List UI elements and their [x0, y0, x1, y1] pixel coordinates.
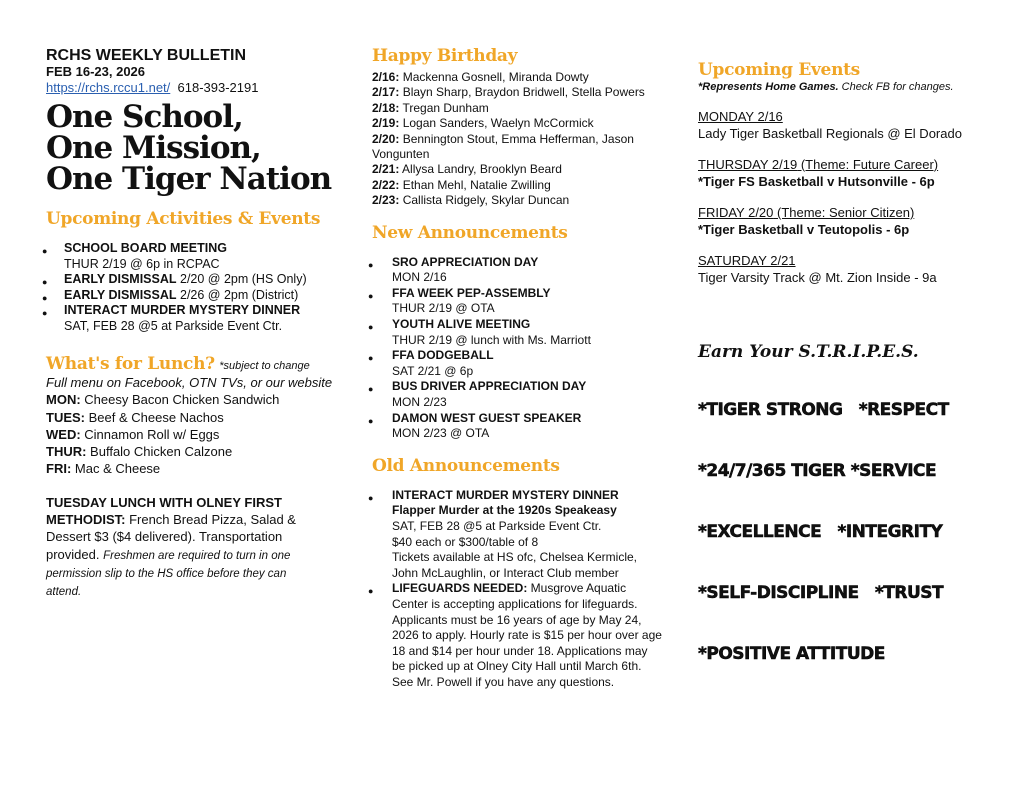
tuesday-lunch: TUESDAY LUNCH WITH OLNEY FIRST METHODIST: French Bread Pizza, Salad & Dessert $3 ($4 delivered). Transportation provided. Freshmen are required to turn in one permission slip to the HS office before they can attend.: [46, 494, 296, 598]
stripe-line: *POSITIVE ATTITUDE: [698, 644, 885, 664]
list-item: ● YOUTH ALIVE MEETING THUR 2/19 @ lunch with Ms. Marriott: [372, 317, 662, 348]
menu-day: TUES: Beef & Cheese Nachos: [46, 409, 224, 425]
menu-day: MON: Cheesy Bacon Chicken Sandwich: [46, 392, 280, 408]
birthday-item: 2/20: Bennington Stout, Emma Hefferman, Jason Vongunten: [372, 131, 634, 162]
new-announcements-list: [372, 255, 662, 442]
motto-line: One School,: [46, 99, 243, 135]
birthday-item: 2/22: Ethan Mehl, Natalie Zwilling: [372, 177, 551, 192]
menu-note: Full menu on Facebook, OTN TVs, or our website: [46, 375, 333, 390]
menu-day: FRI: Mac & Cheese: [46, 461, 161, 477]
item-title: INTERACT MURDER MYSTERY DINNER: [64, 303, 301, 317]
stripe-line: *24/7/365 TIGER *SERVICE: [698, 461, 937, 481]
birthday-item: 2/19: Logan Sanders, Waelyn McCormick: [372, 116, 594, 131]
lunch-section: [46, 354, 346, 600]
new-announcements-heading: New Announcements: [372, 222, 568, 243]
item-title: EARLY DISMISSAL: [64, 272, 177, 286]
menu-day: THUR: Buffalo Chicken Calzone: [46, 444, 233, 460]
list-item: ● FFA DODGEBALL SAT 2/21 @ 6p: [372, 348, 662, 379]
bulletin-dates: FEB 16-23, 2026: [46, 64, 146, 79]
motto-line: One Tiger Nation: [46, 161, 332, 197]
item-detail: 2/20 @ 2pm (HS Only): [176, 272, 307, 286]
birthday-list: [372, 70, 662, 209]
list-item: ● SRO APPRECIATION DAY MON 2/16: [372, 255, 662, 286]
list-item: ● DAMON WEST GUEST SPEAKER MON 2/23 @ OTA: [372, 411, 662, 442]
event-day: MONDAY 2/16 Lady Tiger Basketball Regionals @ El Dorado: [698, 109, 962, 141]
birthday-heading: Happy Birthday: [372, 46, 518, 66]
motto-line: One Mission,: [46, 130, 261, 166]
stripe-line: *TIGER STRONG *RESPECT: [698, 400, 949, 420]
stripe-line: *SELF-DISCIPLINE *TRUST: [698, 583, 944, 603]
list-item: [46, 288, 346, 304]
left-column: [46, 47, 346, 600]
contact-line: [46, 79, 346, 96]
stripes-title: Earn Your S.T.R.I.P.E.S.: [698, 342, 919, 362]
event-day: THURSDAY 2/19 (Theme: Future Career) *Tiger FS Basketball v Hutsonville - 6p: [698, 157, 939, 189]
old-announcements-heading: Old Announcements: [372, 455, 560, 476]
stripes-list: [698, 362, 998, 703]
lunch-heading: What's for Lunch?: [46, 354, 215, 374]
list-item: [46, 272, 346, 288]
right-column: [698, 60, 998, 703]
phone: 618-393-2191: [177, 80, 259, 95]
activities-heading: Upcoming Activities & Events: [46, 209, 321, 229]
events-note: *Represents Home Games. Check FB for changes.: [698, 81, 954, 93]
menu-day: WED: Cinnamon Roll w/ Eggs: [46, 426, 220, 442]
list-item: ● BUS DRIVER APPRECIATION DAY MON 2/23: [372, 379, 662, 410]
list-item: ● FFA WEEK PEP-ASSEMBLY THUR 2/19 @ OTA: [372, 286, 662, 317]
lunch-menu: [46, 391, 346, 477]
birthday-item: 2/18: Tregan Dunham: [372, 100, 489, 115]
item-title: EARLY DISMISSAL: [64, 287, 177, 302]
birthday-item: 2/16: Mackenna Gosnell, Miranda Dowty: [372, 70, 589, 84]
item-detail: THUR 2/19 @ 6p in RCPAC: [64, 256, 220, 271]
event-day: SATURDAY 2/21 Tiger Varsity Track @ Mt. Zion Inside - 9a: [698, 253, 937, 285]
events-heading: Upcoming Events: [698, 60, 860, 80]
website-link[interactable]: https://rchs.rccu1.net/: [46, 80, 171, 95]
birthday-item: 2/23: Callista Ridgely, Skylar Duncan: [372, 193, 570, 208]
motto: [46, 99, 346, 197]
list-item: ● LIFEGUARDS NEEDED: Musgrove Aquatic Center is accepting applications for lifeguards. Applicants must be 16 years of age by May 24, 2026 to apply. Hourly rate is $15 per hour over age 18 and $14 per hour under 18. Applications may be picked up at Olney City Hall until March 6th. See Mr. Powell if you have any questions.: [372, 581, 662, 690]
event-day: FRIDAY 2/20 (Theme: Senior Citizen) *Tiger Basketball v Teutopolis - 6p: [698, 205, 915, 237]
bulletin-title: RCHS WEEKLY BULLETIN: [46, 47, 247, 64]
old-announcements-list: [372, 488, 662, 691]
list-item: [46, 303, 346, 334]
stripe-line: *EXCELLENCE *INTEGRITY: [698, 522, 943, 542]
item-detail: SAT, FEB 28 @5 at Parkside Event Ctr.: [64, 318, 283, 333]
middle-column: [372, 46, 662, 691]
item-title: SCHOOL BOARD MEETING: [64, 241, 227, 255]
list-item: [46, 241, 346, 272]
item-detail: 2/26 @ 2pm (District): [176, 287, 299, 302]
birthday-item: 2/21: Allysa Landry, Brooklyn Beard: [372, 162, 562, 177]
birthday-item: 2/17: Blayn Sharp, Braydon Bridwell, Stella Powers: [372, 85, 645, 100]
lunch-note: *subject to change: [219, 360, 310, 372]
list-item: ● INTERACT MURDER MYSTERY DINNER Flapper Murder at the 1920s Speakeasy SAT, FEB 28 @5 at Parkside Event Ctr. $40 each or $300/table of 8 Tickets available at HS ofc, Chelsea Kermicle, John McLaughlin, or Interact Club member: [372, 488, 662, 582]
activities-list: [46, 241, 346, 334]
